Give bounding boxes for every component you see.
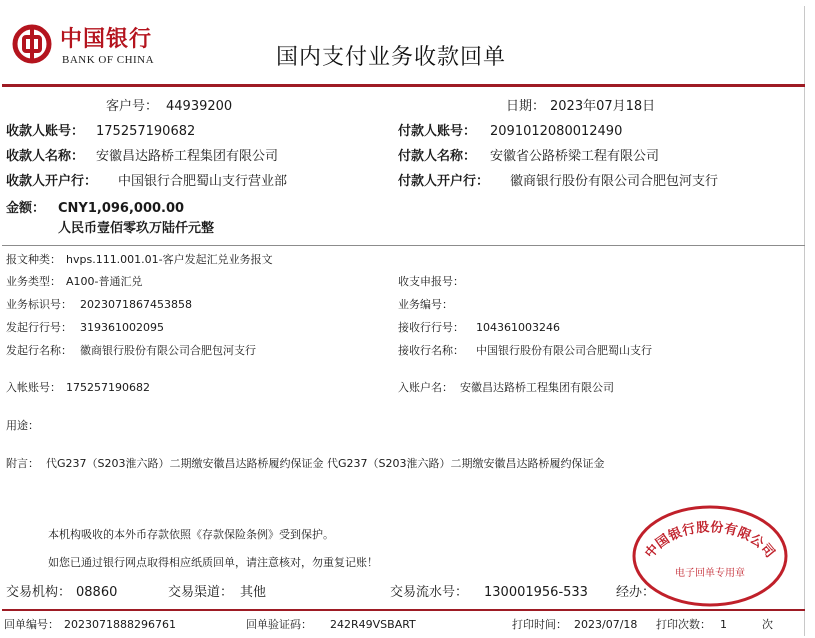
page-border (804, 6, 805, 636)
payer-name: 安徽省公路桥梁工程有限公司 (490, 149, 660, 164)
trans-serial: 130001956-533 (484, 585, 588, 600)
send-bank-no: 319361002095 (80, 321, 164, 334)
purpose-label: 用途： (6, 419, 39, 432)
biz-id-label: 业务标识号： (6, 298, 72, 311)
recv-bank-no: 104361003246 (476, 321, 560, 334)
send-bank-name-label: 发起行名称： (6, 344, 72, 357)
customer-no: 44939200 (166, 99, 233, 114)
bank-logo (10, 22, 160, 70)
recv-bank-name: 中国银行股份有限公司合肥蜀山支行 (476, 344, 652, 357)
amount-label: 金额： (6, 201, 46, 216)
header-divider (2, 84, 805, 87)
payee-name: 安徽昌达路桥工程集团有限公司 (96, 149, 279, 164)
in-account-name: 安徽昌达路桥工程集团有限公司 (460, 381, 614, 394)
document-title: 国内支付业务收款回单 (276, 45, 507, 70)
seal-arc-text: 中国银行股份有限公司 (642, 520, 778, 562)
print-count: 1 (720, 618, 727, 631)
section-divider (2, 245, 805, 246)
duplicate-entry-notice: 如您已通过银行网点取得相应纸质回单，请注意核对，勿重复记账！ (48, 556, 378, 569)
verify-code-label: 回单验证码： (246, 618, 312, 631)
payer-name-label: 付款人名称： (398, 149, 477, 164)
trans-org-label: 交易机构： (6, 585, 72, 600)
trans-serial-label: 交易流水号： (390, 585, 469, 600)
recv-bank-name-label: 接收行名称： (398, 344, 464, 357)
amount-numeric: CNY1,096,000.00 (58, 201, 185, 216)
print-count-label: 打印次数： (656, 618, 711, 631)
date-label: 日期： (506, 99, 546, 114)
payer-account-label: 付款人账号： (398, 124, 477, 139)
customer-no-label: 客户号： (106, 99, 159, 114)
msg-type: hvps.111.001.01-客户发起汇兑业务报文 (66, 253, 273, 266)
send-bank-name: 徽商银行股份有限公司合肥包河支行 (80, 344, 256, 357)
receipt-no-label: 回单编号： (4, 618, 59, 631)
footer-divider (2, 609, 805, 611)
bank-of-china-logo-icon (12, 24, 52, 64)
msg-type-label: 报文种类： (6, 253, 61, 266)
amount-words: 人民币壹佰零玖万陆仟元整 (58, 221, 215, 236)
biz-no-label: 业务编号： (398, 298, 453, 311)
in-account-label: 入帐账号： (6, 381, 61, 394)
remark: 代G237（S203淮六路）二期缴安徽昌达路桥履约保证金 代G237（S203淮六路）二期缴安徽昌达路桥履约保证金 (46, 457, 605, 470)
seal-center-text: 电子回单专用章 (675, 568, 745, 579)
deposit-insurance-notice: 本机构吸收的本外币存款依照《存款保险条例》受到保护。 (48, 528, 334, 541)
recv-bank-no-label: 接收行行号： (398, 321, 464, 334)
trans-channel-label: 交易渠道： (168, 585, 234, 600)
payer-bank: 徽商银行股份有限公司合肥包河支行 (510, 174, 719, 189)
remark-label: 附言： (6, 457, 39, 470)
print-count-unit: 次 (762, 618, 773, 631)
verify-code: 242R49VSBART (330, 618, 416, 631)
biz-id: 2023071867453858 (80, 298, 192, 311)
trans-channel: 其他 (240, 585, 267, 600)
in-account-name-label: 入账户名： (398, 381, 453, 394)
payer-account: 2091012080012490 (490, 124, 623, 139)
handler-label: 经办： (616, 585, 656, 600)
in-account: 175257190682 (66, 381, 150, 394)
electronic-receipt-seal (630, 504, 790, 608)
svg-text:中国银行股份有限公司 (642, 519, 779, 561)
print-time-label: 打印时间： (512, 618, 567, 631)
payee-name-label: 收款人名称： (6, 149, 85, 164)
date-value: 2023年07月18日 (550, 99, 656, 114)
send-bank-no-label: 发起行行号： (6, 321, 72, 334)
receipt-no: 2023071888296761 (64, 618, 176, 631)
print-time: 2023/07/18 (574, 618, 638, 631)
payee-account: 175257190682 (96, 124, 196, 139)
payee-bank: 中国银行合肥蜀山支行营业部 (118, 174, 288, 189)
biz-type: A100-普通汇兑 (66, 275, 143, 288)
biz-type-label: 业务类型： (6, 275, 61, 288)
bank-name-cn: 中国银行 (60, 26, 153, 52)
bank-name-en: BANK OF CHINA (62, 54, 155, 66)
payer-bank-label: 付款人开户行： (398, 174, 490, 189)
income-report-label: 收支申报号： (398, 275, 464, 288)
payee-account-label: 收款人账号： (6, 124, 85, 139)
payee-bank-label: 收款人开户行： (6, 174, 98, 189)
trans-org: 08860 (76, 585, 118, 600)
